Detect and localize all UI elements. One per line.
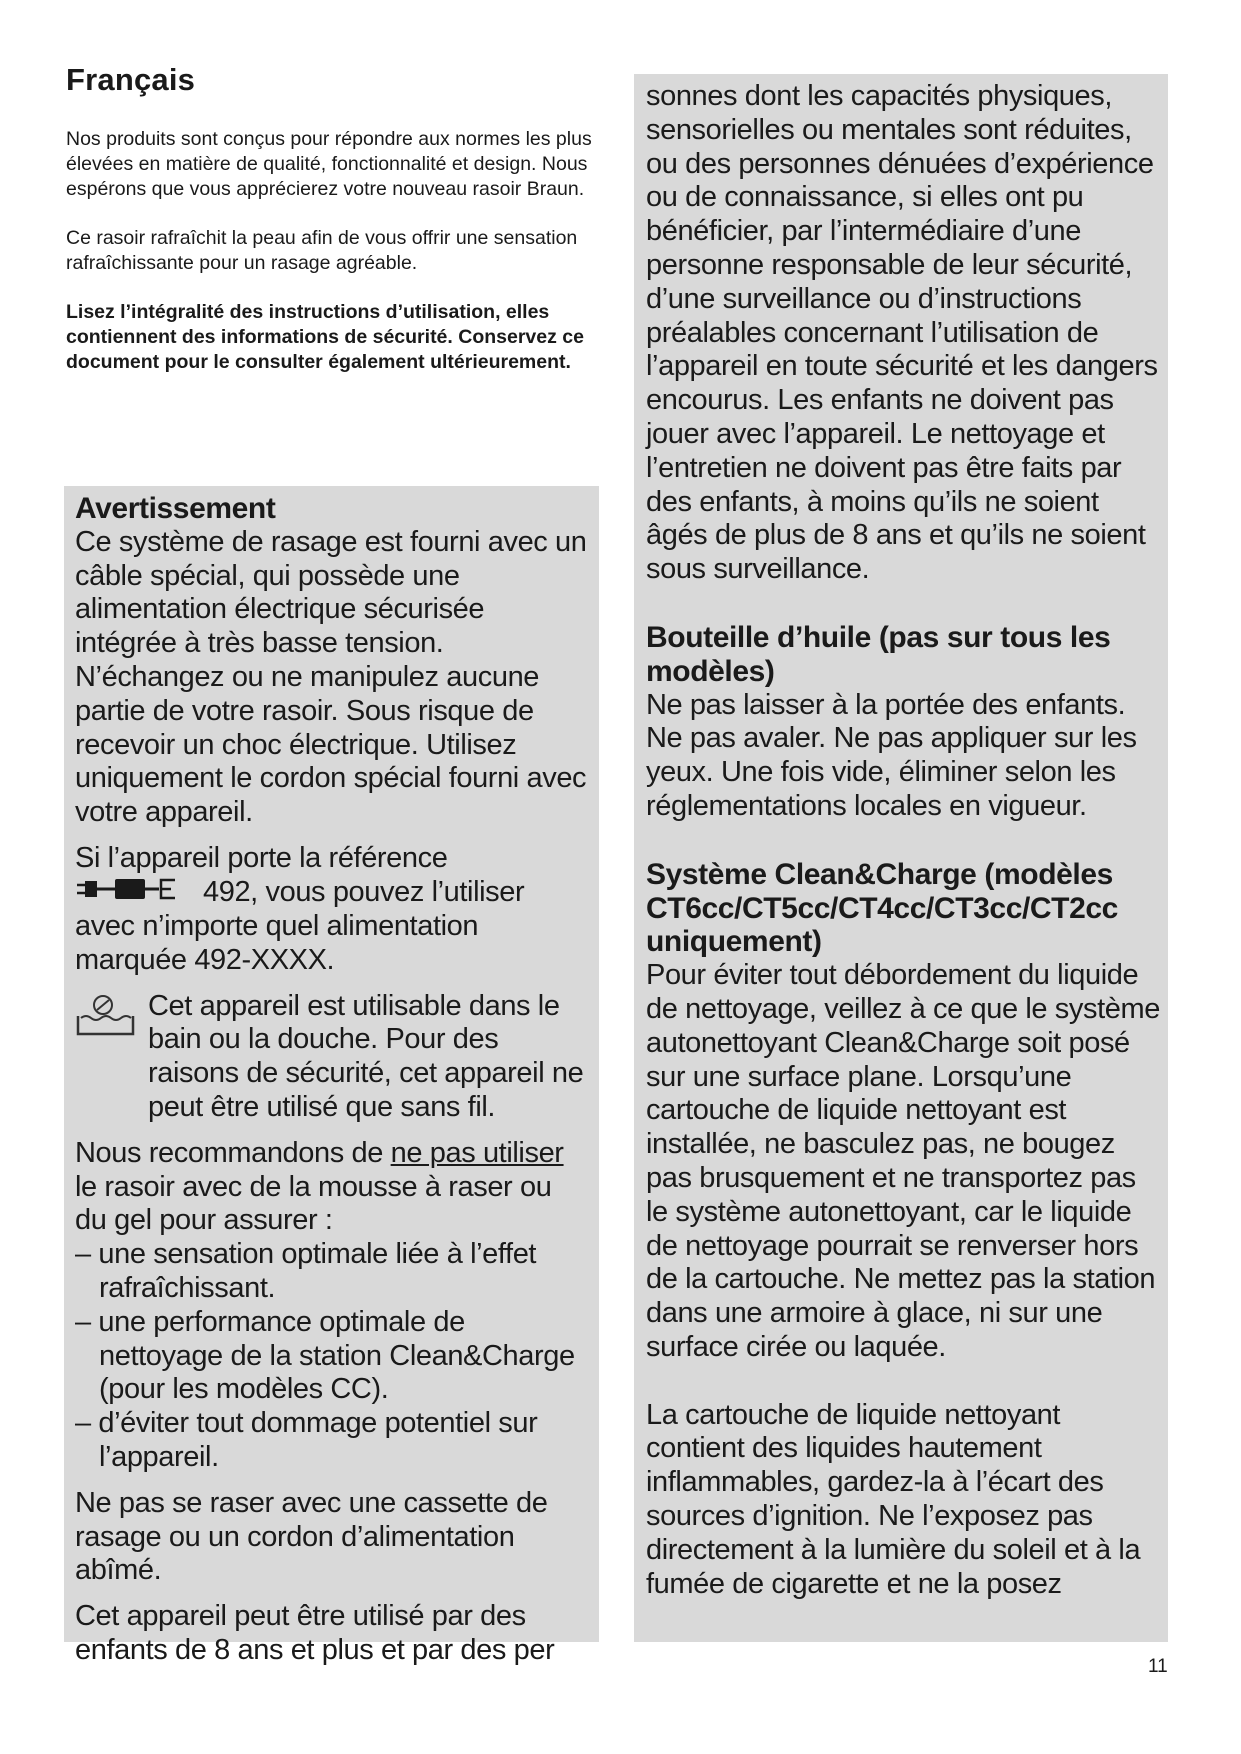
- warning-paragraph-2-start: Si l’appareil porte la référence: [75, 841, 448, 874]
- bath-notice: [75, 990, 590, 1125]
- warning-paragraph-6: Cet appareil peut être utilisé par des enfants de 8 ans et plus et par des per: [75, 1600, 555, 1666]
- warning-paragraph-1: Ce système de rasage est fourni avec un câble spécial, qui possède une alimentation électrique sécurisée intégrée à très basse tension. N’échangez ou ne manipulez aucune partie de votre rasoir. Sous risque de recevoir un choc électrique. Utilisez uniquement le cordon spécial fourni avec votre appareil.: [75, 525, 587, 829]
- clean-charge-text: Pour éviter tout débordement du liquide de nettoyage, veillez à ce que le système autonettoyant Clean&Charge soit posé sur une surface plane. Lorsqu’une cartouche de liquide nettoyant est installée, ne basculez pas, ne bougez pas brusquement et ne transportez pas le système autonettoyant, car le liquide de nettoyage pourrait se renverser hors de la cartouche. Ne mettez pas la station dans une armoire à glace, ni sur une surface cirée ou laquée.: [646, 959, 1160, 1363]
- warning-underlined-text: ne pas utiliser: [390, 1136, 564, 1169]
- intro-paragraph-2: Ce rasoir rafraîchit la peau afin de vous offrir une sensation rafraîchissante pour un rasage agréable.: [66, 227, 578, 274]
- warning-paragraph-4-start: Nous recommandons de: [75, 1136, 383, 1169]
- right-column-text: [646, 80, 1162, 1601]
- intro-paragraph-1: Nos produits sont conçus pour répondre aux normes les plus élevées en matière de qualité, fonctionnalité et design. Nous espérons que vous apprécierez votre nouveau rasoir Braun.: [66, 128, 592, 200]
- warning-paragraph-2-end: 492, vous pouvez l’utiliser avec n’importe quel alimentation marquée 492-XXXX.: [75, 875, 525, 976]
- oil-bottle-heading: Bouteille d’huile (pas sur tous les modèles): [646, 620, 1111, 688]
- bath-notice-text: Cet appareil est utilisable dans le bain ou la douche. Pour des raisons de sécurité, cet appareil ne peut être utilisé que sans fil.: [148, 989, 584, 1123]
- warning-paragraph-2: [75, 842, 590, 978]
- warning-list: [75, 1238, 590, 1475]
- list-item: – une performance optimale de nettoyage de la station Clean&Charge (pour les modèles CC).: [75, 1305, 575, 1406]
- warning-paragraph-4: [75, 1137, 590, 1238]
- list-item: – une sensation optimale liée à l’effet rafraîchissant.: [75, 1238, 537, 1304]
- page-title: Français: [66, 62, 196, 97]
- clean-charge-heading: Système Clean&Charge (modèles CT6cc/CT5cc/CT4cc/CT3cc/CT2cc uniquement): [646, 857, 1118, 959]
- plug-icon: [75, 876, 195, 910]
- warning-paragraph-5: Ne pas se raser avec une cassette de rasage ou un cordon d’alimentation abîmé.: [75, 1486, 548, 1587]
- warning-paragraph-4-end: le rasoir avec de la mousse à raser ou du gel pour assurer :: [75, 1170, 552, 1237]
- warning-text: [75, 492, 590, 1668]
- page-number: 11: [1148, 1656, 1168, 1677]
- cartridge-text: La cartouche de liquide nettoyant contient des liquides hautement inflammables, gardez-la à l’écart des sources d’ignition. Ne l’exposez pas directement à la lumière du soleil et à la fumée de cigarette et ne la posez: [646, 1398, 1141, 1600]
- right-paragraph-1: sonnes dont les capacités physiques, sensorielles ou mentales sont réduites, ou des personnes dénuées d’expérience ou de connaissance, si elles ont pu bénéficier, par l’intermédiaire d’une personne responsable de leur sécurité, d’une surveillance ou d’instructions préalables concernant l’utilisation de l’appareil en toute sécurité et les dangers encourus. Les enfants ne doivent pas jouer avec l’appareil. Le nettoyage et l’entretien ne doivent pas être faits par des enfants, à moins qu’ils ne soient âgés de plus de 8 ans et qu’ils ne soient sous surveillance.: [646, 80, 1158, 586]
- list-item: – d’éviter tout dommage potentiel sur l’appareil.: [75, 1407, 538, 1473]
- intro-safety-notice: Lisez l’intégralité des instructions d’utilisation, elles contiennent des informations de sécurité. Conservez ce document pour le consulter également ultérieurement.: [66, 301, 584, 373]
- intro-section: [66, 127, 606, 399]
- bath-shower-icon: [75, 994, 137, 1047]
- warning-heading: Avertissement: [75, 492, 276, 525]
- oil-bottle-text: Ne pas laisser à la portée des enfants. Ne pas avaler. Ne pas appliquer sur les yeux. Une fois vide, éliminer selon les réglementations locales en vigueur.: [646, 688, 1137, 822]
